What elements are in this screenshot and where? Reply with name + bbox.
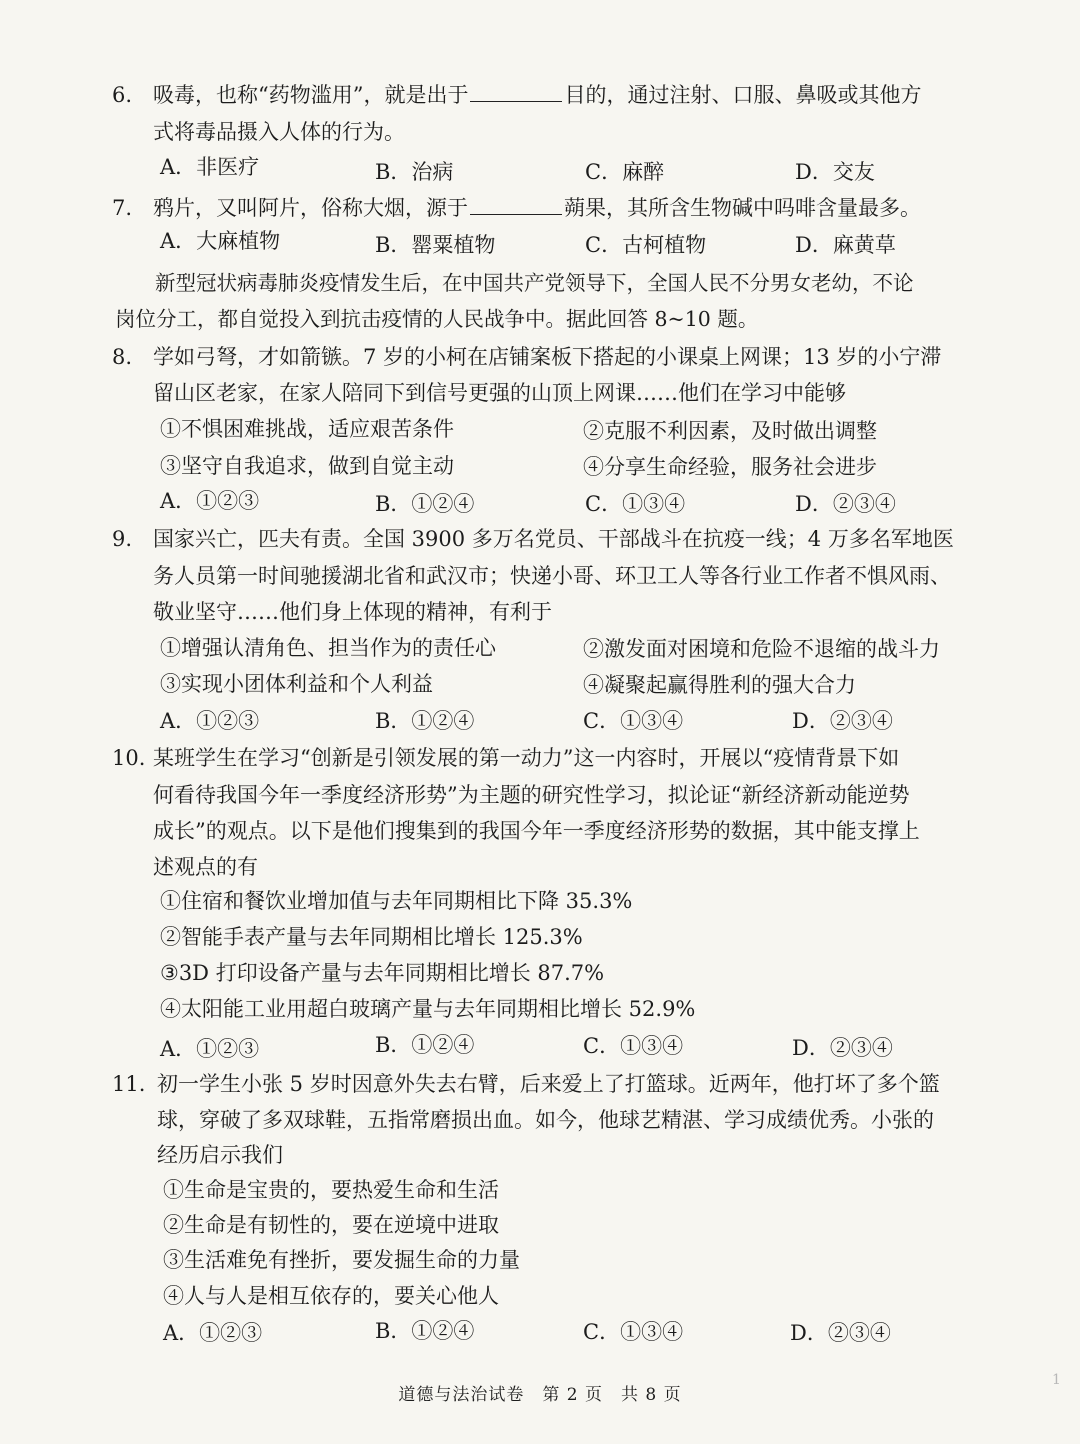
question-number: 10. (112, 746, 146, 770)
option-d: D．麻黄草 (795, 233, 896, 257)
statement-2: ②激发面对困境和危险不退缩的战斗力 (583, 637, 940, 661)
statement-2: ②智能手表产量与去年同期相比增长 125.3% (160, 925, 583, 949)
question-text: 务人员第一时间驰援湖北省和武汉市；快递小哥、环卫工人等各行业工作者不惧风雨、 (153, 564, 951, 588)
option-a: A．非医疗 (160, 155, 260, 179)
statement-4: ④分享生命经验，服务社会进步 (583, 455, 877, 479)
statement-4: ④人与人是相互依存的，要关心他人 (163, 1284, 499, 1308)
option-c: C．麻醉 (585, 160, 665, 184)
option-a: A．①②③ (160, 1037, 260, 1061)
statement-1: ①生命是宝贵的，要热爱生命和生活 (163, 1178, 499, 1202)
question-text: 初一学生小张 5 岁时因意外失去右臂，后来爱上了打篮球。近两年，他打坏了多个篮 (157, 1072, 940, 1096)
statement-4: ④凝聚起赢得胜利的强大合力 (583, 673, 856, 697)
option-b: B．罂粟植物 (375, 233, 496, 257)
option-c: C．①③④ (583, 709, 684, 733)
option-d: D．②③④ (792, 709, 893, 733)
option-d: D．②③④ (795, 492, 896, 516)
option-d: D．②③④ (790, 1321, 891, 1345)
option-a: A．大麻植物 (160, 229, 281, 253)
statement-4: ④太阳能工业用超白玻璃产量与去年同期相比增长 52.9% (160, 997, 696, 1021)
option-b: B．治病 (375, 160, 454, 184)
option-c: C．①③④ (583, 1320, 684, 1344)
option-b: B．①②④ (375, 1033, 475, 1057)
intro-text: 新型冠状病毒肺炎疫情发生后，在中国共产党领导下，全国人民不分男女老幼，不论 (155, 271, 914, 295)
statement-2: ②克服不利因素，及时做出调整 (583, 419, 877, 443)
option-d: D．交友 (795, 160, 875, 184)
question-text: 成长”的观点。以下是他们搜集到的我国今年一季度经济形势的数据，其中能支撑上 (153, 819, 920, 843)
edge-mark: 1 (1052, 1372, 1061, 1388)
question-text: 吸毒，也称“药物滥用”，就是出于 目的，通过注射、口服、鼻吸或其他方 (153, 83, 922, 107)
option-b: B．①②④ (375, 492, 475, 516)
question-text: 留山区老家，在家人陪同下到信号更强的山顶上网课……他们在学习中能够 (153, 381, 846, 405)
statement-3: ③坚守自我追求，做到自觉主动 (160, 454, 454, 478)
question-text: 述观点的有 (153, 855, 258, 879)
question-text: 敬业坚守……他们身上体现的精神，有利于 (153, 600, 552, 624)
question-number: 11. (112, 1072, 146, 1096)
intro-text: 岗位分工，都自觉投入到抗击疫情的人民战争中。据此回答 8~10 题。 (115, 307, 759, 331)
question-number: 7. (112, 196, 133, 220)
option-a: A．①②③ (160, 709, 260, 733)
question-text: 球，穿破了多双球鞋，五指常磨损出血。如今，他球艺精湛、学习成绩优秀。小张的 (157, 1108, 934, 1132)
answer-blank (470, 194, 562, 215)
statement-1: ①住宿和餐饮业增加值与去年同期相比下降 35.3% (160, 889, 633, 913)
option-a: A．①②③ (163, 1321, 263, 1345)
question-text: 鸦片，又叫阿片，俗称大烟，源于 蒴果，其所含生物碱中吗啡含量最多。 (153, 196, 921, 220)
option-b: B．①②④ (375, 709, 475, 733)
option-d: D．②③④ (792, 1036, 893, 1060)
statement-3: ③实现小团体利益和个人利益 (160, 672, 433, 696)
answer-blank (470, 81, 562, 102)
statement-1: ①增强认清角色、担当作为的责任心 (160, 636, 496, 660)
option-c: C．①③④ (583, 1034, 684, 1058)
statement-2: ②生命是有韧性的，要在逆境中进取 (163, 1213, 499, 1237)
option-c: C．古柯植物 (585, 233, 707, 257)
statement-3: ③生活难免有挫折，要发掘生命的力量 (163, 1248, 520, 1272)
question-number: 8. (112, 345, 133, 369)
option-c: C．①③④ (585, 492, 686, 516)
question-text: 学如弓弩，才如箭镞。7 岁的小柯在店铺案板下搭起的小课桌上网课；13 岁的小宁滞 (153, 345, 942, 369)
question-number: 6. (112, 83, 133, 107)
statement-3: ③3D 打印设备产量与去年同期相比增长 87.7% (160, 961, 605, 985)
question-text: 式将毒品摄入人体的行为。 (153, 120, 405, 144)
option-b: B．①②④ (375, 1319, 475, 1343)
question-text: 何看待我国今年一季度经济形势”为主题的研究性学习，拟论证“新经济新动能逆势 (153, 783, 910, 807)
statement-1: ①不惧困难挑战，适应艰苦条件 (160, 417, 454, 441)
question-text: 某班学生在学习“创新是引领发展的第一动力”这一内容时，开展以“疫情背景下如 (153, 746, 900, 770)
option-a: A．①②③ (160, 489, 260, 513)
page-footer: 道德与法治试卷 第 2 页 共 8 页 (398, 1385, 682, 1405)
question-text: 国家兴亡，匹夫有责。全国 3900 多万名党员、干部战斗在抗疫一线；4 万多名军地医 (153, 527, 954, 551)
question-number: 9. (112, 527, 133, 551)
question-text: 经历启示我们 (157, 1143, 283, 1167)
